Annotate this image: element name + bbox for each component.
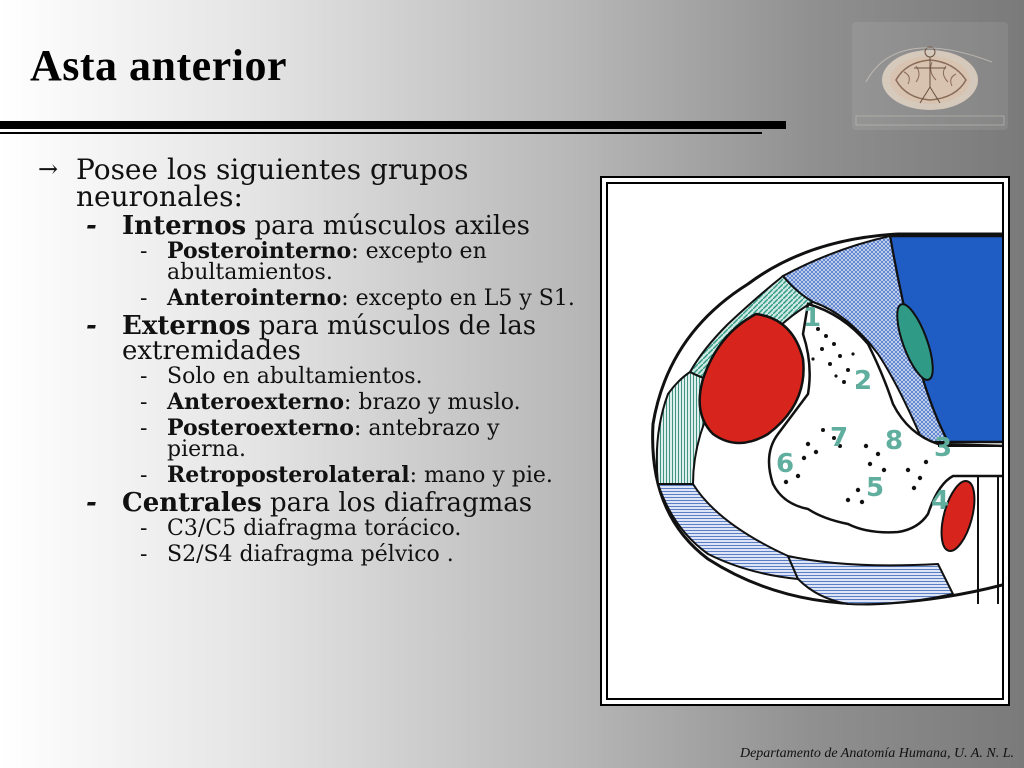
spinal-cord-diagram: [606, 182, 1004, 700]
anteroexterno-item: - Anteroexterno: brazo y muslo.: [140, 389, 521, 415]
internos-bullet: - Internos para músculos axiles: [86, 211, 530, 241]
posteroexterno-item: - Posteroexterno: antebrazo y pierna.: [140, 415, 500, 462]
c3-c5-item: - C3/C5 diafragma torácico.: [140, 516, 462, 541]
region-number-3: 3: [934, 433, 953, 463]
intro-bullet: → Posee los siguientes grupos neuronales:: [38, 153, 469, 213]
s2-s4-item: - S2/S4 diafragma pélvico .: [140, 542, 454, 567]
slide-title: Asta anterior: [30, 41, 287, 90]
title-rule-thin: [0, 132, 762, 134]
region-number-6: 6: [776, 449, 795, 479]
region-number-8: 8: [885, 426, 904, 456]
region-number-4: 4: [931, 486, 950, 516]
externos-bullet: - Externos para músculos de las extremidades: [86, 311, 537, 366]
dash-bullet-icon: -: [86, 311, 97, 341]
centrales-bullet: - Centrales para los diafragmas: [86, 488, 533, 518]
footer-credit: Departamento de Anatomía Humana, U. A. N. L.: [739, 746, 1014, 761]
bullet-list: [38, 153, 578, 570]
department-logo: [852, 22, 1008, 130]
region-number-1: 1: [803, 303, 822, 333]
spinal-cord-cross-section: [608, 184, 1004, 700]
retroposterolateral-item: - Retroposterolateral: mano y pie.: [140, 462, 553, 488]
title-rule-thick: [0, 121, 786, 129]
abultamientos-item: - Solo en abultamientos.: [140, 364, 423, 389]
dash-bullet-icon: -: [86, 488, 97, 518]
spinal-cord-diagram-frame: [600, 176, 1010, 706]
region-number-2: 2: [854, 366, 873, 396]
arrow-bullet-icon: →: [38, 155, 59, 183]
posterointerno-item: - Posterointerno: excepto en abultamientos.: [140, 238, 487, 285]
region-number-7: 7: [830, 423, 849, 453]
region-number-5: 5: [866, 473, 885, 503]
dash-bullet-icon: -: [86, 211, 97, 241]
anterointerno-item: - Anterointerno: excepto en L5 y S1.: [140, 285, 575, 311]
